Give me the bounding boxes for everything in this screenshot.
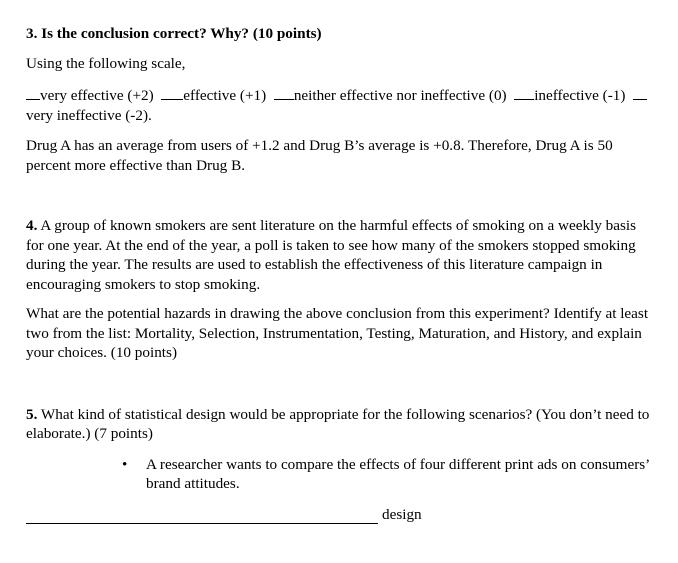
blank-line[interactable] [161, 85, 183, 100]
question-4-number: 4. [26, 217, 38, 234]
question-3-heading: 3. Is the conclusion correct? Why? (10 points) [26, 25, 322, 42]
scenario-text: A researcher wants to compare the effects of four different print ads on consumers’ brand attitudes. [146, 455, 650, 492]
question-4 [26, 216, 656, 363]
scale-option-very-ineffective: very ineffective (-2). [26, 106, 152, 124]
drug-comparison-text: Drug A has an average from users of +1.2 and Drug B’s average is +0.8. Therefore, Drug A is 50 percent more effective than Drug B. [26, 137, 613, 174]
question-4-prompt [26, 216, 656, 294]
document-page [26, 24, 656, 524]
scale-option-neither: neither effective nor ineffective (0) [293, 87, 507, 104]
question-4-text: A group of known smokers are sent literature on the harmful effects of smoking on a weekly basis for one year. At the end of the year, a poll is taken to see how many of the smokers stopped smoking during the year. The results are used to establish the effectiveness of this literature campaign in encouraging smokers to stop smoking. [26, 217, 637, 293]
answer-blank-line[interactable] [26, 507, 378, 524]
scale-option-ineffective: ineffective (-1) [534, 87, 626, 104]
question-5-prompt [26, 405, 656, 444]
scale-options [26, 85, 656, 125]
bullet-icon: • [122, 455, 128, 473]
blank-line[interactable] [274, 85, 294, 100]
blank-line[interactable] [514, 85, 534, 100]
scenario-bullet [26, 455, 656, 494]
blank-line[interactable] [26, 85, 40, 100]
question-5 [26, 405, 656, 525]
answer-suffix: design [382, 505, 422, 523]
scale-option-effective: effective (+1) [183, 87, 267, 104]
question-3 [26, 24, 656, 175]
question-5-number: 5. [26, 405, 38, 423]
question-5-text: What kind of statistical design would be appropriate for the following scenarios? (You don’t need to elaborate.) (7 points) [26, 405, 650, 442]
answer-row [26, 505, 656, 525]
scale-intro: Using the following scale, [26, 54, 186, 72]
scale-option-very-effective: very effective (+2) [40, 87, 154, 104]
blank-line[interactable] [633, 85, 647, 100]
question-4-hazards: What are the potential hazards in drawing the above conclusion from this experiment? Identify at least two from the list: Mortality, Selection, Instrumentation, Testing, Maturation, and History, and explain your choices. (10 points) [26, 305, 649, 361]
